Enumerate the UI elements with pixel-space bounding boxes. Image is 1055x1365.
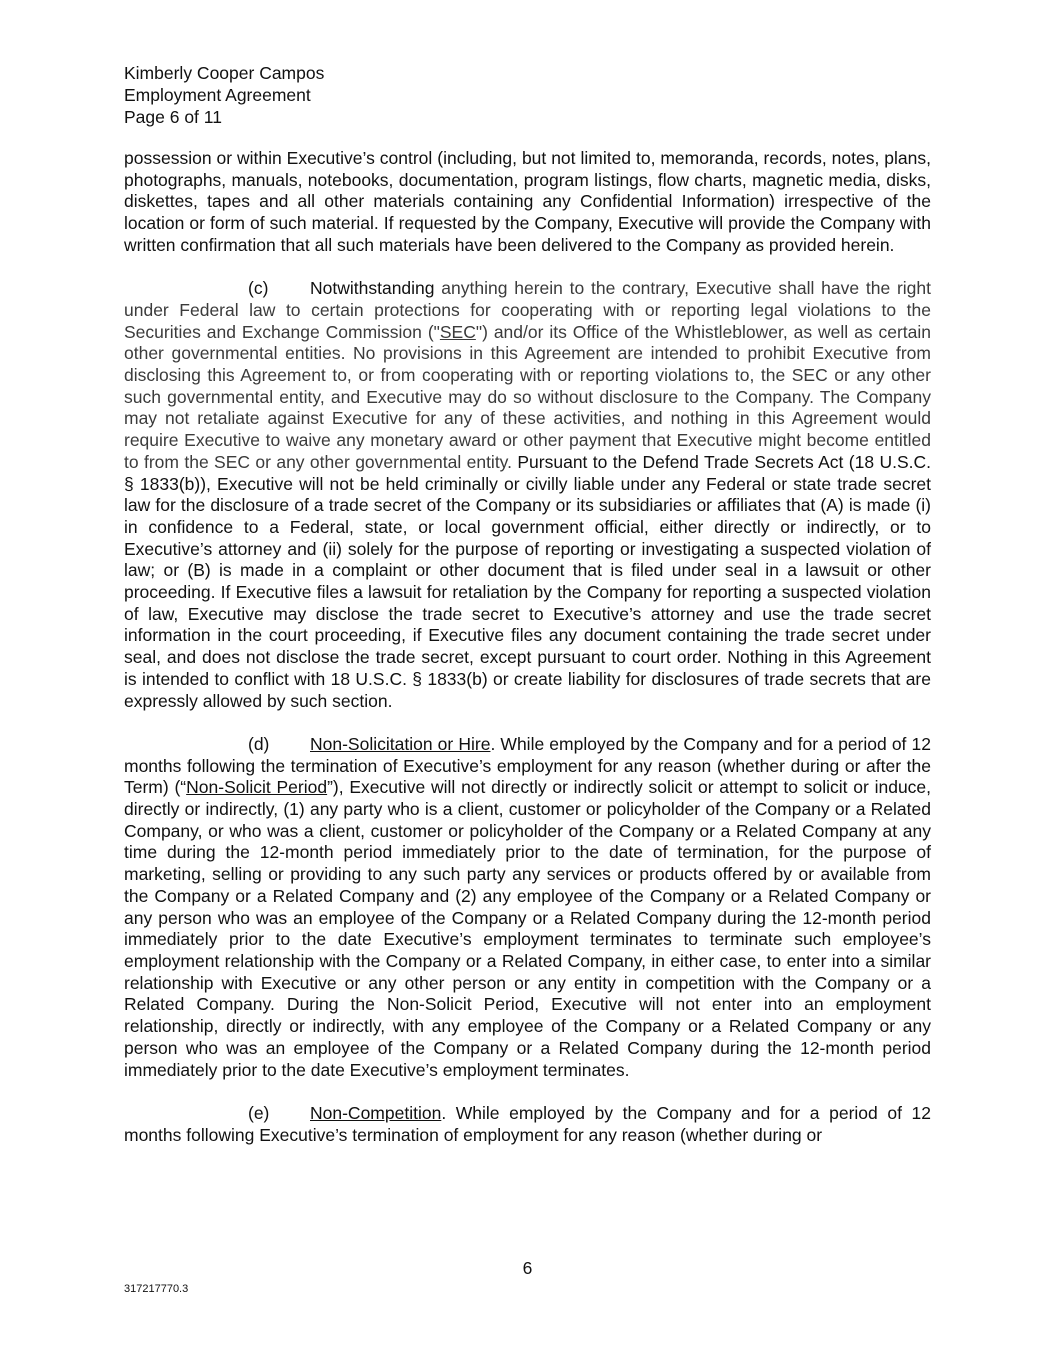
paragraph-d bbox=[124, 734, 931, 1081]
paragraph-c-text-3: Pursuant to the Defend Trade Secrets Act (18 U.S.C. § 1833(b)), Executive will not be held criminally or civilly liable under any Federal or state trade secret law for the disclosure of a trade secret of the Company or its subsidiaries or affiliates that (A) is made (i) in confidence to a Federal, state, or local government official, either directly or indirectly, or to Executive’s attorney and (ii) solely for the purpose of reporting or investigating a suspected violation of law; or (B) is made in a complaint or other document that is filed under seal in a lawsuit or other proceeding. If Executive files a lawsuit for retaliation by the Company for reporting a suspected violation of law, Executive may disclose the trade secret to Executive’s attorney and use the trade secret information in the court proceeding, if Executive files any document containing the trade secret under seal, and does not disclose the trade secret, except pursuant to court order. Nothing in this Agreement is intended to conflict with 18 U.S.C. § 1833(b) or create liability for disclosures of trade secrets that are expressly allowed by such section. bbox=[124, 451, 931, 711]
paragraph-e bbox=[124, 1103, 931, 1146]
header-title: Employment Agreement bbox=[124, 85, 311, 105]
page-number: 6 bbox=[522, 1258, 533, 1278]
header-name: Kimberly Cooper Campos bbox=[124, 63, 325, 83]
non-solicit-period-defined-term: Non-Solicit Period bbox=[186, 777, 328, 798]
paragraph-d-text-2: ”), Executive will not directly or indirectly solicit or attempt to solicit or induce, directly or indirectly, (1) any party who is a client, customer or policyholder of the Company or a Related Company, or who was a client, customer or policyholder of the Company or a Related Company at any time during the 12-month period immediately prior to the date of termination, for the purpose of marketing, selling or providing to any such party any services or products offered by or available from the Company or a Related Company and (2) any employee of the Company or a Related Company or any person who was an employee of the Company or a Related Company during the 12-month period immediately prior to the date Executive’s employment terminates to terminate such employee’s employment relationship with the Company or a Related Company, in either case, to enter into a similar relationship with Executive or any other person or any entity in competition with the Company or a Related Company. During the Non-Solicit Period, Executive will not enter into an employment relationship, directly or indirectly, with any employee of the Company or a Related Company or any person who was an employee of the Company or a Related Company during the 12-month period immediately prior to the date Executive’s employment terminates. bbox=[124, 777, 932, 1080]
header-page-label: Page 6 of 11 bbox=[124, 107, 222, 127]
document-id: 317217770.3 bbox=[124, 1283, 189, 1295]
sec-defined-term: SEC bbox=[439, 321, 476, 342]
paragraph-d-number: (d) bbox=[248, 733, 270, 754]
paragraph-c-text-2: ") and/or its Office of the Whistleblower, as well as certain other governmental entities. No provisions in this Agreement are intended to prohibit Executive from disclosing this Agreement to, or from cooperating with or reporting violations to, the SEC or any other such governmental entity, and Executive may do so without disclosure to the Company. The Company may not retaliate against Executive for any of these activities, and nothing in this Agreement would require Executive to waive any monetary award or other payment that Executive might become entitled to from the SEC or any other governmental entity. bbox=[124, 321, 932, 472]
paragraph-b-text: possession or within Executive’s control (including, but not limited to, memoranda, records, notes, plans, photographs, manuals, notebooks, documentation, program listings, flow charts, magnetic media, disks, diskettes, tapes and all other materials containing any Confidential Information) irrespective of the location or form of such material. If requested by the Company, Executive will provide the Company with written confirmation that all such materials have been delivered to the Company as provided herein. bbox=[124, 148, 931, 255]
paragraph-c-lead: Notwithstanding bbox=[310, 278, 435, 299]
page-header bbox=[124, 62, 324, 128]
paragraph-e-number: (e) bbox=[248, 1102, 270, 1123]
paragraph-e-heading: Non-Competition bbox=[310, 1102, 442, 1123]
paragraph-e-text: . While employed by the Company and for a period of 12 months following Executive’s termination of employment for any reason (whether during or bbox=[124, 1102, 931, 1145]
paragraph-c-text-1: anything herein to the contrary, Executive shall have the right under Federal law to certain protections for cooperating with or reporting legal violations to the Securities and Exchange Commission (" bbox=[124, 278, 931, 342]
paragraph-b-continued bbox=[124, 148, 931, 257]
paragraph-c-number: (c) bbox=[248, 278, 269, 299]
paragraph-d-heading: Non-Solicitation or Hire bbox=[310, 733, 491, 754]
paragraph-c bbox=[124, 278, 931, 712]
document-body bbox=[124, 148, 931, 1168]
paragraph-d-text-1: . While employed by the Company and for a period of 12 months following the termination of Executive’s employment for any reason (whether during or after the Term) (“ bbox=[124, 733, 932, 798]
